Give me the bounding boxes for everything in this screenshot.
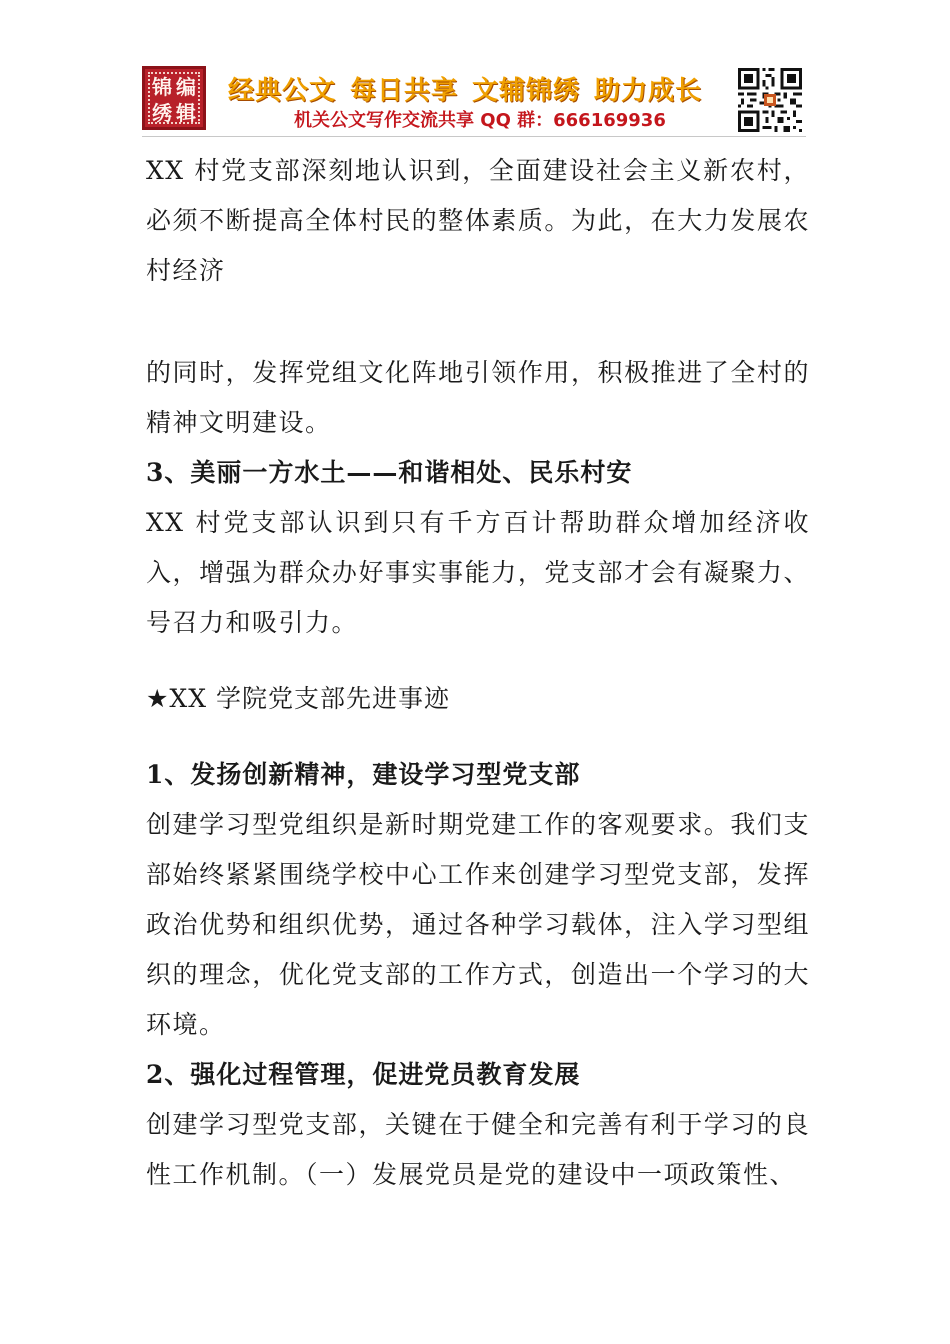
subsection-heading: 2、强化过程管理，促进党员教育发展 xyxy=(146,1060,581,1089)
paragraph: 创建学习型党组织是新时期党建工作的客观要求。我们支部始终紧紧围绕学校中心工作来创建学习型党支部，发挥政治优势和组织优势，通过各种学习载体，注入学习型组织的理念，优化党支部的工作方式，创造出一个学习的大环境。 xyxy=(146,810,810,1039)
slogan-part: 文辅锦绣 xyxy=(472,76,581,106)
slogan-part: 助力成长 xyxy=(594,76,703,106)
page-break-gap xyxy=(146,296,810,348)
slogan-part: 每日共享 xyxy=(350,76,459,106)
seal-char: 锦 xyxy=(152,75,172,99)
header-divider xyxy=(142,136,806,137)
slogan-part: 经典公文 xyxy=(228,76,337,106)
seal-char: 编 xyxy=(176,75,196,99)
paragraph: XX 村党支部认识到只有千方百计帮助群众增加经济收入，增强为群众办好事实事能力，党支部才会有凝聚力、号召力和吸引力。 xyxy=(146,508,810,637)
document-body xyxy=(146,146,810,1200)
header-slogan xyxy=(228,70,738,106)
subsection-heading: 1、发扬创新精神，建设学习型党支部 xyxy=(146,760,581,789)
qr-code-icon xyxy=(738,68,802,132)
page-header xyxy=(142,66,806,136)
paragraph: 创建学习型党支部，关键在于健全和完善有利于学习的良性工作机制。（一）发展党员是党的建设中一项政策性、 xyxy=(146,1110,810,1189)
subsection-heading: 3、美丽一方水土——和谐相处、民乐村安 xyxy=(146,458,633,487)
logo-seal xyxy=(142,66,206,130)
section-gap xyxy=(146,648,810,674)
seal-char: 辑 xyxy=(176,101,196,125)
header-subline: 机关公文写作交流共享 QQ 群：666169936 xyxy=(294,110,666,131)
seal-char: 绣 xyxy=(152,101,172,125)
section-gap xyxy=(146,724,810,750)
paragraph: 的同时，发挥党组文化阵地引领作用，积极推进了全村的精神文明建设。 xyxy=(146,358,810,437)
section-title: ★XX 学院党支部先进事迹 xyxy=(146,684,450,713)
paragraph: XX 村党支部深刻地认识到，全面建设社会主义新农村，必须不断提高全体村民的整体素质。为此，在大力发展农村经济 xyxy=(146,156,810,285)
